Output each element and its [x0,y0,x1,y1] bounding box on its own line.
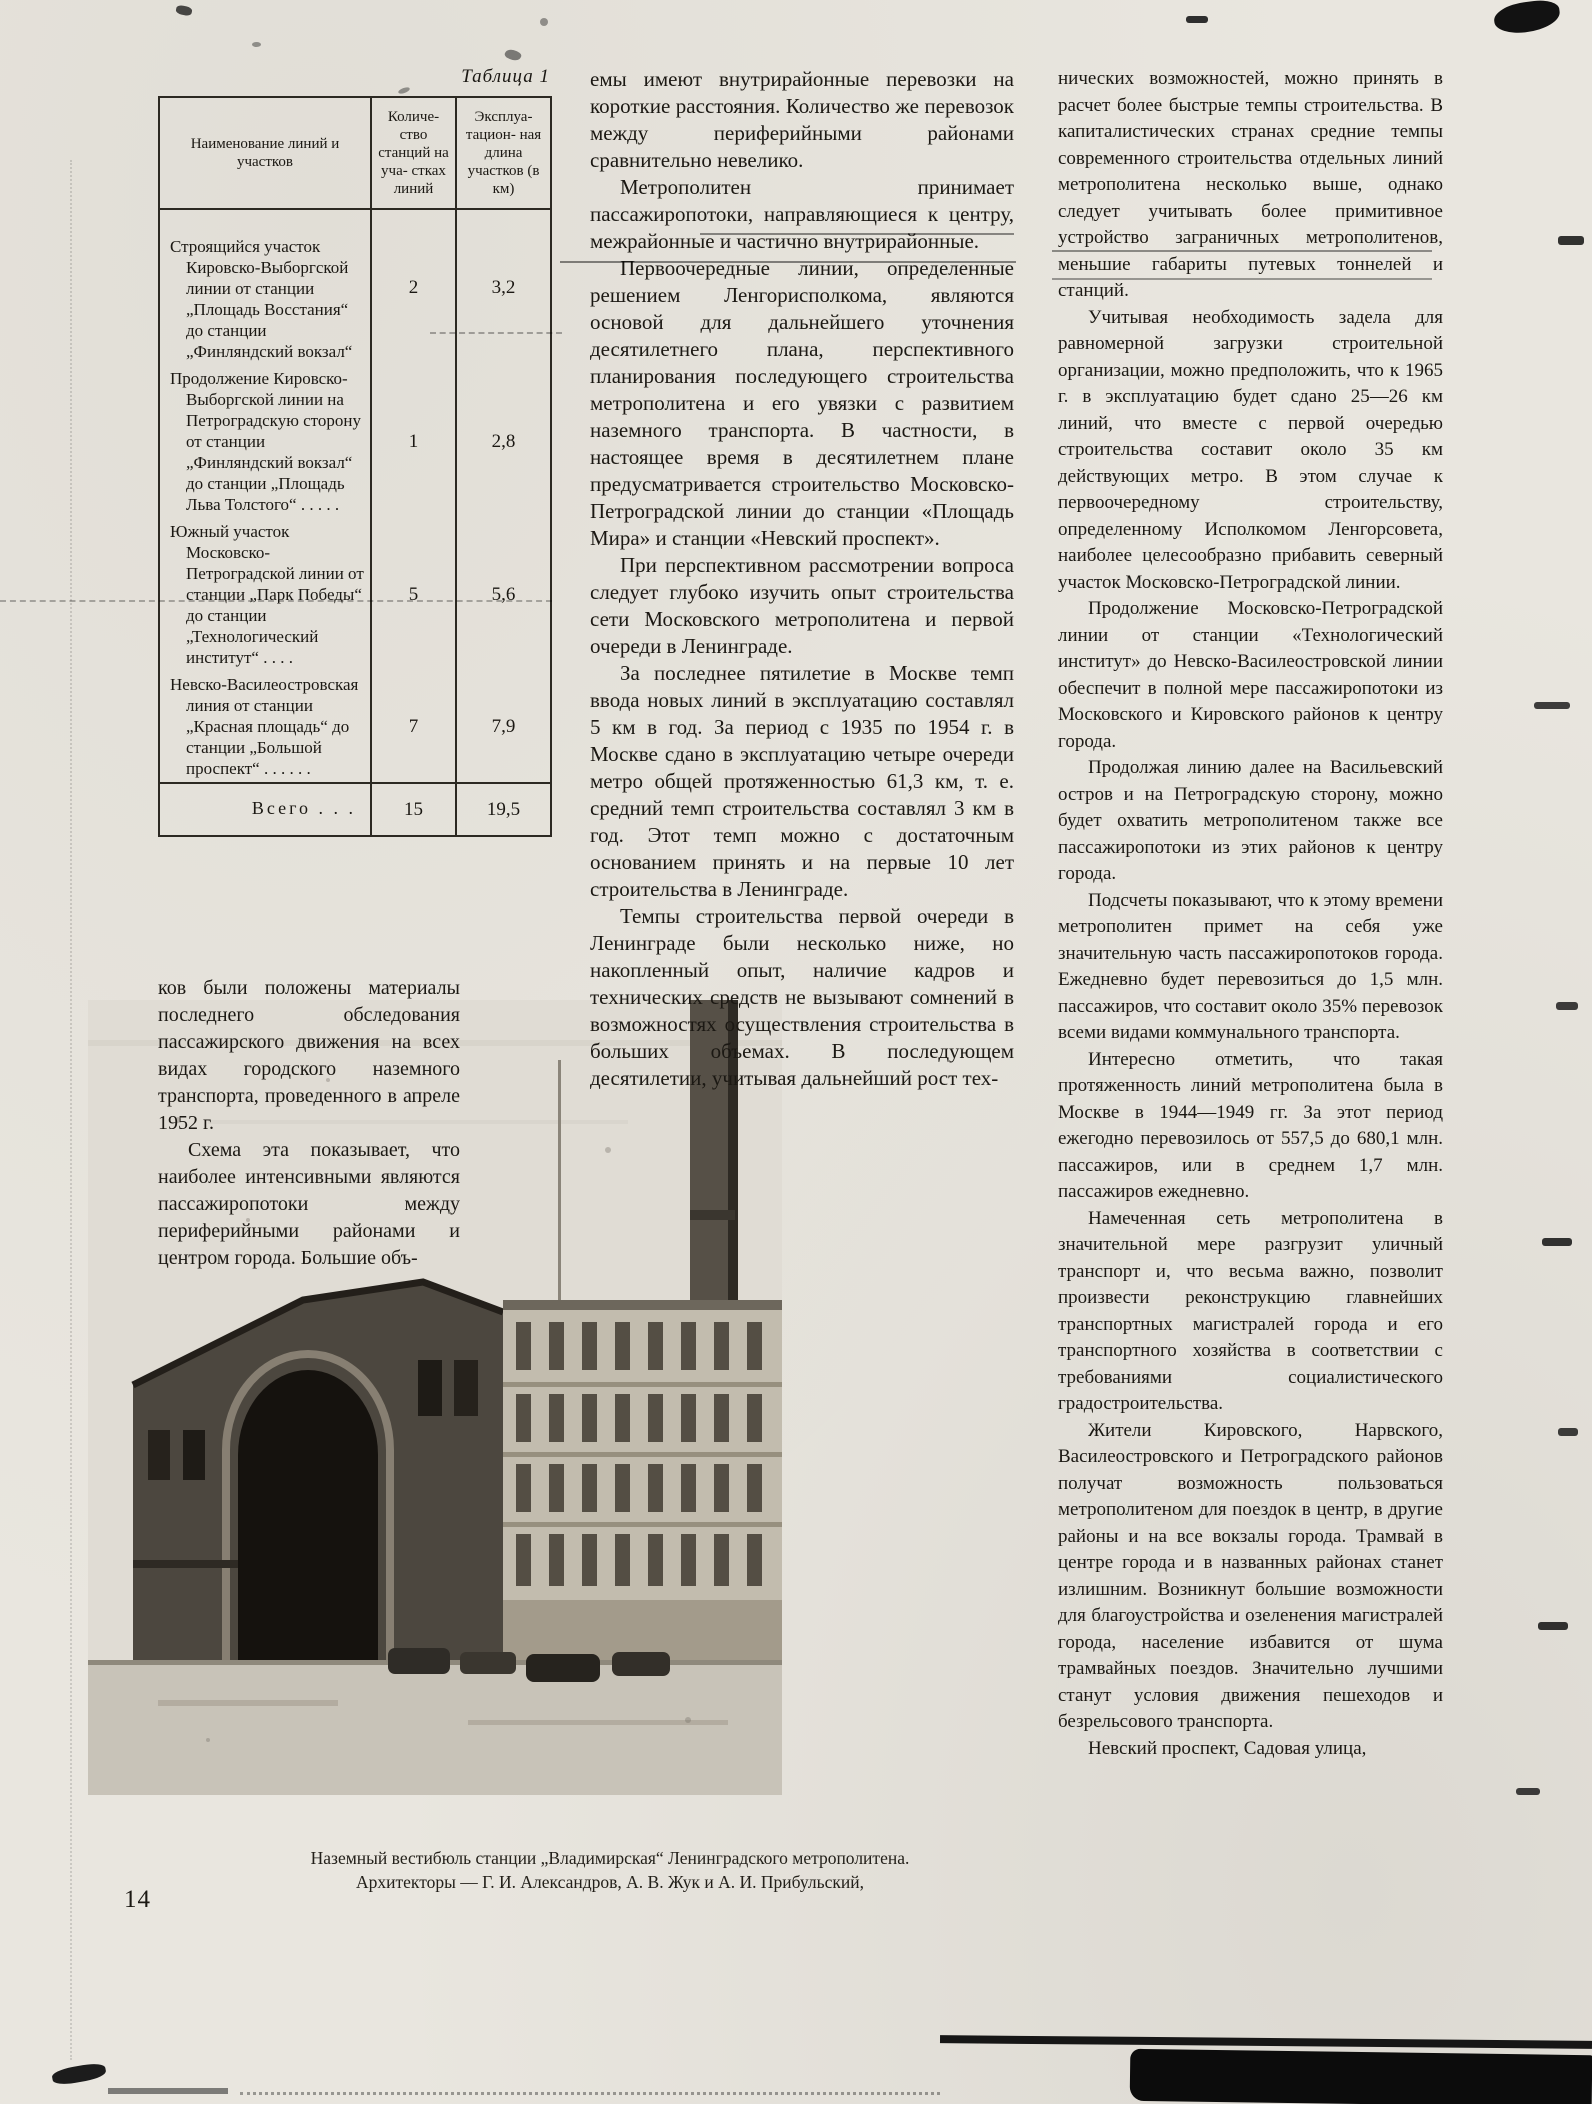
table-total-row [159,783,551,836]
scan-mark [1538,1622,1568,1630]
table-label: Таблица 1 [461,66,550,87]
total-stations: 15 [371,783,456,836]
total-length: 19,5 [456,783,551,836]
paragraph: Жители Кировского, Нарвского, Василеостровского и Петроградского районов получат возможность пользоваться метрополитеном для поездок в центр, в другие районы и на все вокзалы города. Трамвай в центре города и в названных районах станет излишним. Возникнут большие возможности для благоустройства и озеленения магистралей города, население избавится от шума трамвайных поездов. Значительно лучшими станут условия движения пешеходов и безрельсового транспорта. [1058,1419,1443,1732]
pencil-underline [560,261,1016,263]
paragraph: Метрополитен принимает пассажиропотоки, направляющиеся к центру, межрайонные и частично внутрирайонные. [590,175,1014,253]
photo-caption [160,1846,1060,1894]
scan-mark [1130,2049,1592,2104]
paragraph: Первоочередные линии, определенные решением Ленгорисполкома, являются основой для дальнейшего уточнения десятилетнего плана, перспективного планирования последующего строительства метрополитена и его увязки с развитием наземного транспорта. В частности, в настоящее время в десятилетнем плане предусматривается строительство Московско-Петроградской линии до станции «Площадь Мира» и станции «Невский проспект». [590,256,1014,550]
left-column [158,975,460,1272]
row-stations: 2 [371,209,456,365]
paragraph: ков были положены материалы последнего обследования пассажирского движения на всех видах городского наземного транспорта, проведенного в апреле 1952 г. [158,977,460,1134]
paragraph: Намеченная сеть метрополитена в значительной мере разгрузит уличный транспорт и, что весьма важно, позволит произвести реконструкцию главнейших транспортных магистралей города и его транспортного хозяйства в соответствии с требованиями социалистического градостроительства. [1058,1207,1443,1414]
pencil-underline [1052,278,1432,280]
paragraph: Интересно отметить, что такая протяженность линий метрополитена была в Москве в 1944—1949 гг. За этот период ежегодно перевозилось от 557,5 до 680,1 млн. пассажиров, или в среднем 1,7 млн. пассажиров ежедневно. [1058,1048,1443,1202]
scan-mark [108,2088,228,2094]
scan-artifact-line [430,332,562,334]
row-length: 2,8 [456,365,551,518]
table-row [159,365,551,518]
paragraph: За последнее пятилетие в Москве темп ввода новых линий в эксплуатацию составлял 5 км в год. За период с 1935 по 1954 г. в Москве сдано в эксплуатацию четыре очереди метро общей протяженностью 61,3 км, т. е. средний темп строительства составлял 3 км в год. Этот темп можно с достаточным основанием принять и на первые 10 лет строительства в Ленинграде. [590,661,1014,901]
scan-artifact-line [0,600,552,602]
paragraph: нических возможностей, можно принять в расчет более быстрые темпы строительства. В капиталистических странах средние темпы современного строительства отдельных линий метрополитена несколько выше, однако следует учитывать более примитивное устройство заграничных метрополитенов, меньшие габариты путевых тоннелей и станций. [1058,68,1443,301]
row-stations: 1 [371,365,456,518]
row-name: Южный участок Московско-Петроградской линии от станции „Парк Победы“ до станции „Технологический институт“ . . . . [159,518,371,671]
scan-artifact-line [240,2092,940,2095]
row-length: 3,2 [456,209,551,365]
table-header-row [159,97,551,209]
row-stations: 5 [371,518,456,671]
scan-mark [1534,702,1570,709]
paragraph: При перспективном рассмотрении вопроса следует глубоко изучить опыт строительства сети Московского метрополитена и первой очереди в Ленинграде. [590,553,1014,658]
scan-mark [51,2061,107,2086]
paragraph: емы имеют внутрирайонные перевозки на короткие расстояния. Количество же перевозок между периферийными районами сравнительно невелико. [590,67,1014,172]
table-row [159,518,551,671]
page-number: 14 [124,1886,151,1913]
total-label: Всего . . . [159,783,371,836]
paragraph: Темпы строительства первой очереди в Ленинграде были несколько ниже, но накопленный опыт, наличие кадров и технических средств не вызывают сомнений в возможностях осуществления строительства в больших объемах. В последующем десятилетии, учитывая дальнейший рост тех- [590,904,1014,1090]
table-row [159,671,551,783]
scan-mark [940,2035,1592,2049]
paragraph: Учитывая необходимость задела для равномерной загрузки строительной организации, можно предположить, что к 1965 г. в эксплуатацию будет сдано 25—26 км линий, что вместе с первой очередью строительства составит около 35 км действующих метро. В этом случае к первоочередному строительству, определенному Исполкомом Ленгорсовета, наиболее целесообразно прибавить северный участок Московско-Петроградской линии. [1058,306,1443,593]
scan-mark [1558,1428,1578,1436]
photo-facade-building [503,1300,782,1660]
middle-column [590,66,1014,1092]
paragraph: Невский проспект, Садовая улица, [1088,1737,1367,1759]
row-name: Продолжение Кировско-Выборгской линии на Петроградскую сторону от станции „Финляндский вокзал“ до станции „Площадь Льва Толстого“ . . . . . [159,365,371,518]
photo-caption-line1: Наземный вестибюль станции „Владимирская“ Ленинградского метрополитена. [310,1848,910,1868]
col-header-name: Наименование линий и участков [159,97,371,209]
photo-street [88,1648,782,1795]
scan-mark [540,18,548,26]
pencil-underline [1052,250,1432,252]
paragraph: Продолжая линию далее на Васильевский остров и на Петроградскую сторону, можно будет охватить метрополитеном также все пассажиропотоки из этих районов к центру города. [1058,757,1443,884]
scan-artifact-line [70,160,72,2060]
scan-mark [504,47,523,63]
photo-caption-line2: Архитекторы — Г. И. Александров, А. В. Жук и А. И. Прибульский, [356,1872,864,1892]
scan-mark [175,4,193,16]
scan-mark [1556,1002,1578,1010]
row-name: Невско-Василеостровская линия от станции „Красная площадь“ до станции „Большой проспект“ . . . . . . [159,671,371,783]
col-header-stations: Количе- ство станций на уча- стках линий [371,97,456,209]
row-length: 5,6 [456,518,551,671]
scan-mark [1492,0,1561,36]
col-header-length: Эксплуа- тацион- ная длина участков (в км) [456,97,551,209]
table-row [159,209,551,365]
scan-mark [1516,1788,1540,1795]
scan-mark [1558,236,1584,245]
pencil-underline [700,233,1014,235]
row-stations: 7 [371,671,456,783]
row-length: 7,9 [456,671,551,783]
right-column [1058,66,1443,1762]
metro-lines-table [158,96,552,837]
paragraph: Продолжение Московско-Петроградской линии от станции «Технологический институт» до Невско-Василеостровской линии обеспечит в полной мере пассажиропотоки из Московского и Кировского районов к центру города. [1058,598,1443,752]
paragraph: Схема эта показывает, что наиболее интенсивными являются пассажиропотоки между периферийными районами и центром города. Большие объ- [158,1139,460,1269]
scan-mark [1186,16,1208,23]
scan-mark [1542,1238,1572,1246]
row-name: Строящийся участок Кировско-Выборгской линии от станции „Площадь Восстания“ до станции „Финляндский вокзал“ [159,209,371,365]
scan-mark [252,42,261,47]
paragraph: Подсчеты показывают, что к этому времени метрополитен примет на себя уже значительную часть пассажиропотоков города. Ежедневно будет перевозиться до 1,5 млн. пассажиров, что составит около 35% перевозок всеми видами коммунального транспорта. [1058,889,1443,1043]
